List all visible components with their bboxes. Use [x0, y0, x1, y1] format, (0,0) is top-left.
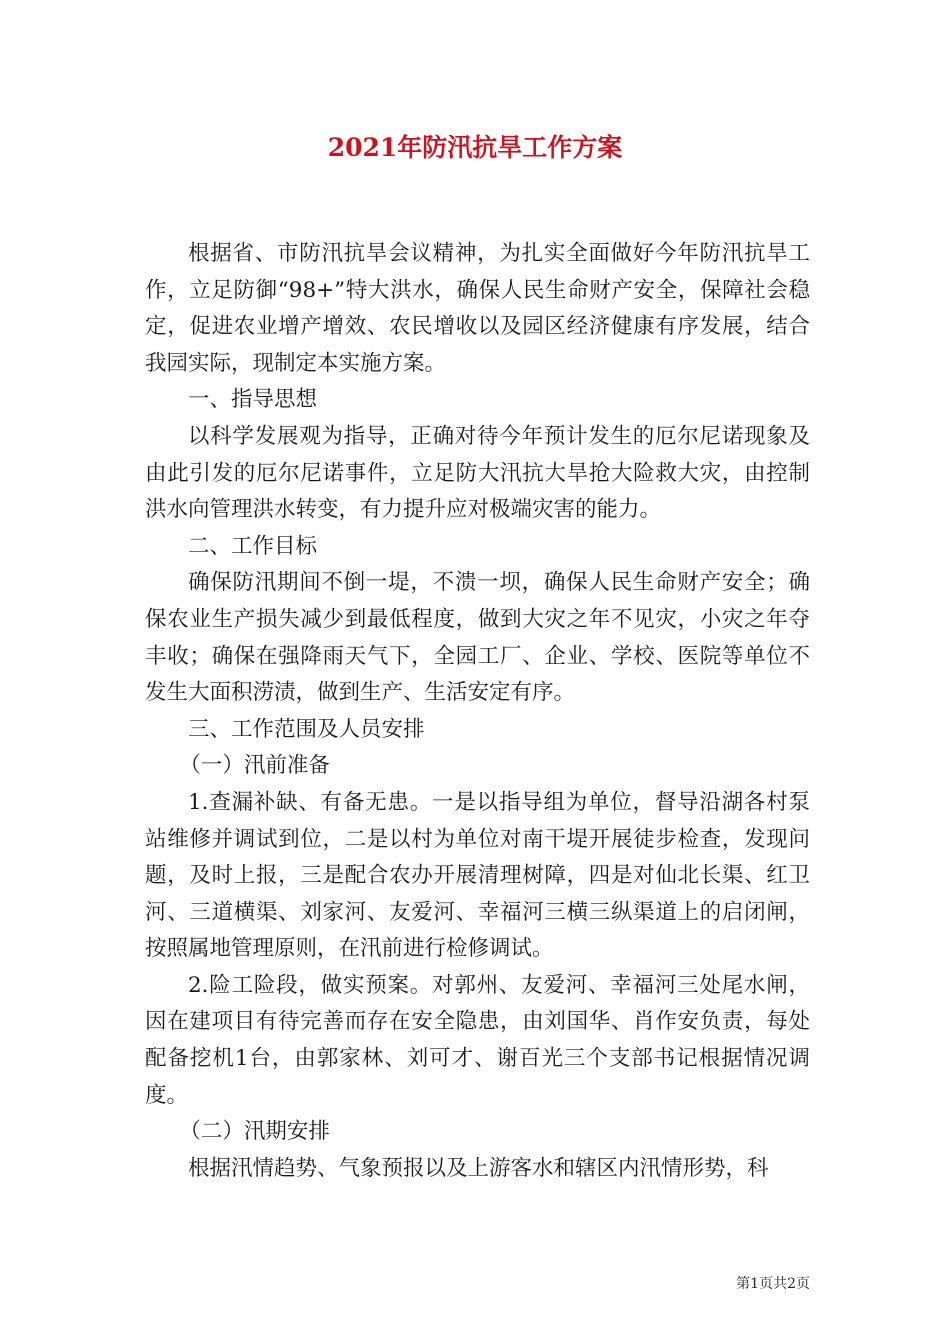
subsection-heading-flood-period: （二）汛期安排 — [179, 1119, 330, 1145]
item-paragraph-1: 1.查漏补缺、有备无患。一是以指导组为单位，督导沿湖各村泵站维修并调试到位，二是以村为单位对南干堤开展徒步检查，发现问题，及时上报，三是配合农办开展清理树障，四是对仙北长渠、红卫河、三道横渠、刘家河、友爱河、幸福河三横三纵渠道上的启闭闸，按照属地管理原则，在汛前进行检修调试。 — [145, 789, 810, 962]
document-title: 2021年防汛抗旱工作方案 — [327, 133, 623, 162]
page-number: 第1页共2页 — [736, 1276, 810, 1292]
subsection-heading-preflood: （一）汛前准备 — [179, 753, 330, 779]
guiding-paragraph: 以科学发展观为指导，正确对待今年预计发生的厄尔尼诺现象及由此引发的厄尔尼诺事件，立足防大汛抗大旱抢大险救大灾，由控制洪水向管理洪水转变，有力提升应对极端灾害的能力。 — [145, 423, 810, 523]
flood-period-paragraph: 根据汛情趋势、气象预报以及上游客水和辖区内汛情形势，科 — [188, 1155, 769, 1181]
section-heading-guiding: 一、指导思想 — [188, 387, 318, 413]
intro-paragraph: 根据省、市防汛抗旱会议精神，为扎实全面做好今年防汛抗旱工作，立足防御“98+”特大洪水，确保人民生命财产安全，保障社会稳定，促进农业增产增效、农民增收以及园区经济健康有序发展，结合我园实际，现制定本实施方案。 — [145, 241, 810, 376]
document-body — [145, 236, 810, 1187]
item-paragraph-2: 2.险工险段，做实预案。对郭州、友爱河、幸福河三处尾水闸，因在建项目有待完善而存在安全隐患，由刘国华、肖作安负责，每处配备挖机1台，由郭家林、刘可才、谢百光三个支部书记根据情况调度。 — [145, 972, 810, 1108]
goals-paragraph: 确保防汛期间不倒一堤，不溃一坝，确保人民生命财产安全；确保农业生产损失减少到最低程度，做到大灾之年不见灾，小灾之年夺丰收；确保在强降雨天气下，全园工厂、企业、学校、医院等单位不发生大面积涝渍，做到生产、生活安定有序。 — [145, 570, 810, 706]
section-heading-scope: 三、工作范围及人员安排 — [188, 716, 425, 742]
section-heading-goals: 二、工作目标 — [188, 533, 318, 559]
